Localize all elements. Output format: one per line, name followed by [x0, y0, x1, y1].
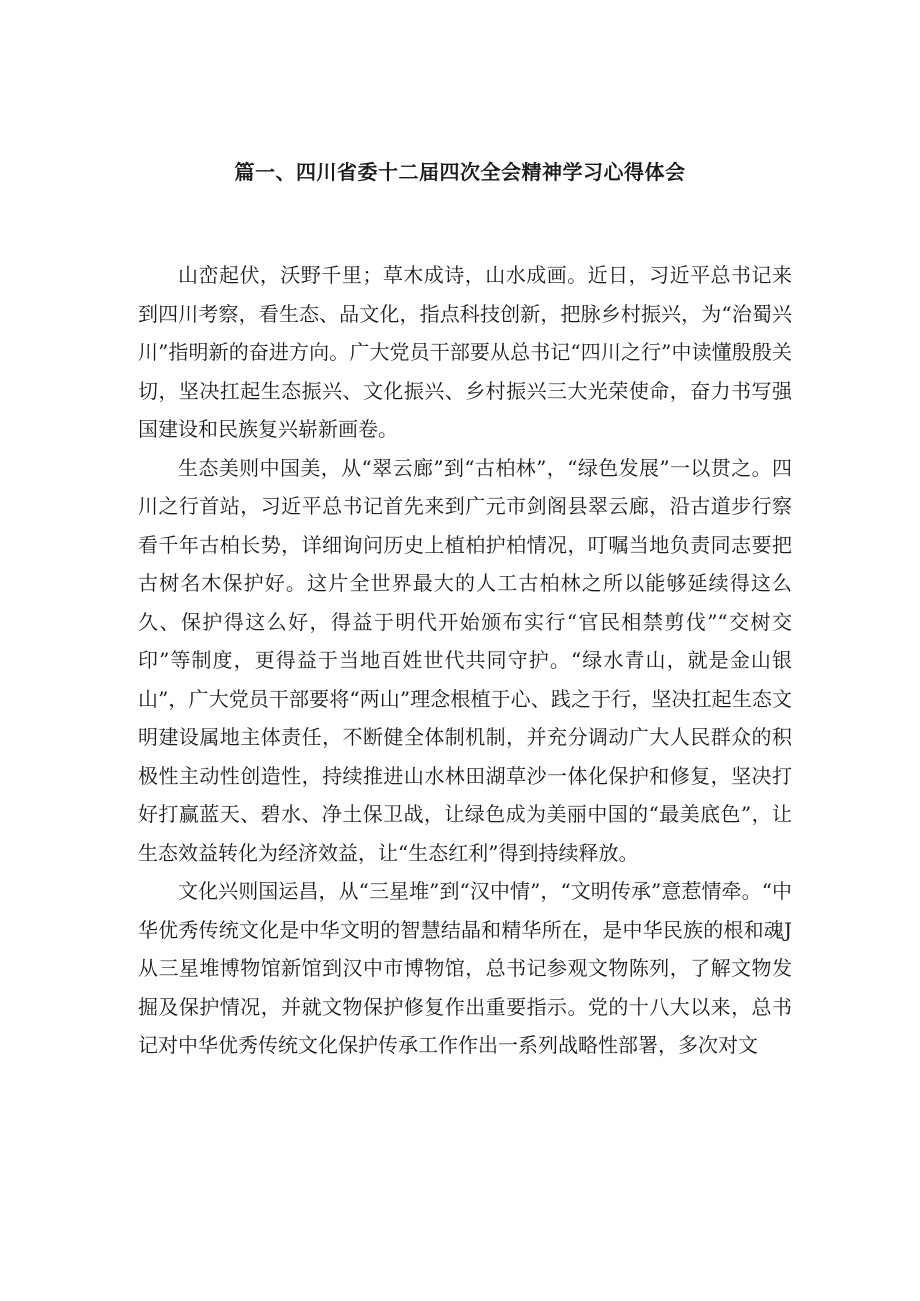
paragraph-1: 山峦起伏，沃野千里；草木成诗，山水成画。近日，习近平总书记来到四川考察，看生态、品文化，指点科技创新，把脉乡村振兴，为“治蜀兴川”指明新的奋进方向。广大党员干部要从总书记“四川之行”中读懂殷殷关切，坚决扛起生态振兴、文化振兴、乡村振兴三大光荣使命，奋力书写强国建设和民族复兴崭新画卷。 — [138, 263, 792, 441]
document-title: 篇一、四川省委十二届四次全会精神学习心得体会 — [234, 160, 686, 184]
document-body — [138, 256, 792, 1065]
paragraph-2: 生态美则中国美，从“翠云廊”到“古柏林”，“绿色发展”一以贯之。四川之行首站，习近平总书记首先来到广元市剑阁县翠云廊，沿古道步行察看千年古柏长势，详细询问历史上植柏护柏情况，叮嘱当地负责同志要把古树名木保护好。这片全世界最大的人工古柏林之所以能够延续得这么久、保护得这么好，得益于明代开始颁布实行“官民相禁剪伐”“交树交印”等制度，更得益于当地百姓世代共同守护。“绿水青山，就是金山银山”，广大党员干部要将“两山”理念根植于心、践之于行，坚决扛起生态文明建设属地主体责任，不断健全体制机制，并充分调动广大人民群众的积极性主动性创造性，持续推进山水林田湖草沙一体化保护和修复，坚决打好打赢蓝天、碧水、净土保卫战，让绿色成为美丽中国的“最美底色”，让生态效益转化为经济效益，让“生态红利”得到持续释放。 — [138, 455, 792, 865]
paragraph-3: 文化兴则国运昌，从“三星堆”到“汉中情”，“文明传承”意惹情牵。“中华优秀传统文化是中华文明的智慧结晶和精华所在，是中华民族的根和魂J从三星堆博物馆新馆到汉中市博物馆，总书记参观文物陈列，了解文物发掘及保护情况，并就文物保护修复作出重要指示。党的十八大以来，总书记对中华优秀传统文化保护传承工作作出一系列战略性部署，多次对文 — [138, 879, 792, 1057]
